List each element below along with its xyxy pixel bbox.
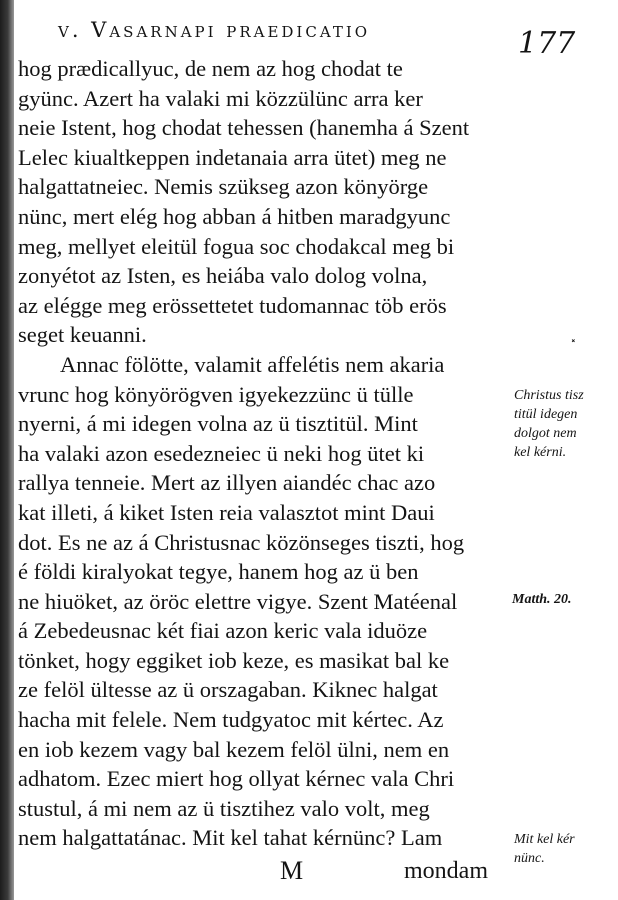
margin-note-line: Christus tisz — [514, 388, 584, 403]
page-footer — [0, 856, 618, 890]
text-line: tönket, hogy eggiket iob keze, es masikat bal ke — [18, 647, 450, 673]
margin-note-line: titül idegen — [514, 407, 578, 422]
margin-note-line: Mit kel kér — [514, 832, 575, 847]
margin-note-christus — [514, 386, 618, 462]
text-line: seget keuanni. — [18, 322, 147, 348]
text-line: nem halgattatánac. Mit kel tahat kérnünc? Lam — [18, 825, 443, 851]
text-line: gyünc. Azert ha valaki mi közzülünc arra ker — [18, 85, 423, 111]
text-line: é földi kiralyokat tegye, hanem hog az ü ben — [18, 559, 419, 585]
text-line: rallya tenneie. Mert az illyen aiandéc chac azo — [18, 470, 436, 496]
text-line: á Zebedeusnac két fiai azon keric vala iduöze — [18, 618, 428, 644]
text-line: ne hiuöket, az öröc elettre vigye. Szent Matéenal — [18, 588, 458, 614]
binding-gutter-shadow — [0, 0, 14, 900]
text-line: halgattatneiec. Nemis szükseg azon könyörge — [18, 174, 429, 200]
running-header: v. Vasarnapi praedicatio — [58, 18, 371, 42]
text-line: Annac fölötte, valamit affelétis nem akaria — [60, 351, 445, 377]
text-line: hog prædicallyuc, de nem az hog chodat te — [18, 56, 403, 81]
printer-mark: ⸼ — [572, 322, 577, 343]
margin-note-line: dolgot nem — [514, 426, 577, 441]
text-line: nyerni, á mi idegen volna az ü tisztitül. Mint — [18, 411, 418, 437]
text-line: dot. Es ne az á Christusnac közönseges tiszti, hog — [18, 529, 465, 555]
text-line: Lelec kiualtkeppen indetanaia arra ütet) meg ne — [18, 144, 447, 170]
text-line: vrunc hog könyörögven igyekezzünc ü tülle — [18, 381, 414, 407]
text-line: hacha mit felele. Nem tudgyatoc mit kértec. Az — [18, 707, 444, 733]
text-line: ha valaki azon esedezneiec ü neki hog ütet ki — [18, 440, 425, 466]
text-line: stustul, á mi nem az ü tisztihez valo volt, meg — [18, 795, 430, 821]
text-line: kat illeti, á kiket Isten reia valasztot mint Daui — [18, 499, 435, 525]
text-line: adhatom. Ezec miert hog ollyat kérnec vala Chri — [18, 766, 455, 792]
text-line: zonyétot az Isten, es heiába valo dolog volna, — [18, 263, 428, 289]
text-line: ze felöl ültesse az ü orszagaban. Kiknec halgat — [18, 677, 438, 703]
catchword: mondam — [404, 858, 488, 884]
body-text — [18, 54, 510, 853]
margin-note-matth — [512, 590, 618, 609]
text-line: en iob kezem vagy bal kezem felöl ülni, nem en — [18, 736, 450, 762]
text-line: az elégge meg erössettetet tudomannac töb erös — [18, 292, 447, 318]
text-line: neie Istent, hog chodat tehessen (hanemha á Szent — [18, 115, 470, 141]
page-number: 177 — [518, 26, 576, 61]
margin-note-line: nünc. — [514, 851, 545, 866]
signature-mark: M — [280, 856, 304, 885]
text-line: nünc, mert elég hog abban á hitben maradgyunc — [18, 203, 451, 229]
margin-note-line: Matth. 20. — [512, 592, 572, 607]
margin-note-line: kel kérni. — [514, 445, 567, 460]
text-line: meg, mellyet eleitül fogua soc chodakcal meg bi — [18, 233, 455, 259]
